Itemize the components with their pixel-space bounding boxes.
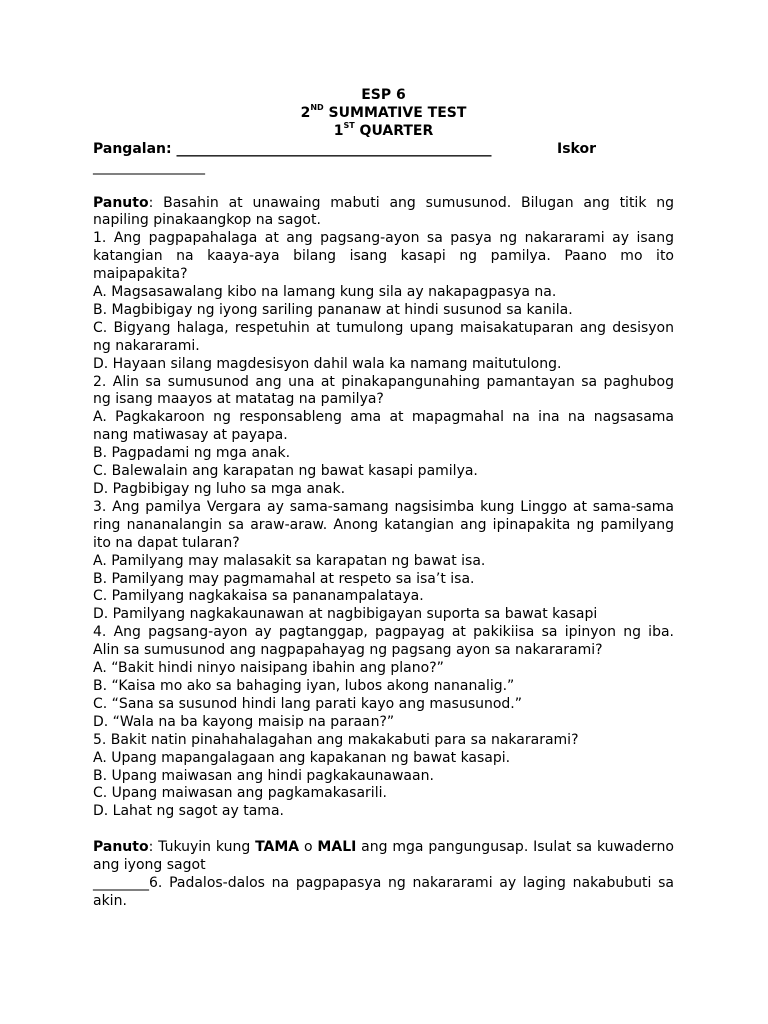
question-item: 4. Ang pagsang-ayon ay pagtanggap, pagpayag at pakikiisa sa ipinyon ng iba. Alin sa sumusunod ang nagpapahayag ng pagsang ayon sa nakararami? <box>93 624 674 659</box>
question-item: 2. Alin sa sumusunod ang una at pinakapangunahing pamantayan sa paghubog ng isang maayos at matatag na pamilya? <box>93 373 674 408</box>
instruction-1-text: : Basahin at unawaing mabuti ang sumusunod. Bilugan ang titik ng napiling pinakaangkop na sagot. <box>93 194 674 229</box>
instruction-2-lead: Panuto <box>93 839 149 856</box>
choice: C. “Sana sa susunod hindi lang parati kayo ang masusunod.” <box>93 695 523 712</box>
choice: D. Pamilyang nagkakaunawan at nagbibigayan suporta sa bawat kasapi <box>93 606 598 623</box>
instruction-2-text-c: ang mga pangungusap. Isulat sa kuwaderno ang iyong sagot <box>93 839 674 874</box>
subject-title: ESP 6 <box>361 87 406 103</box>
instruction-2 <box>93 839 674 875</box>
score-field: ________________ <box>93 158 205 175</box>
name-row <box>93 141 674 159</box>
test-number: 2 <box>300 104 311 121</box>
instruction-1-lead: Panuto <box>93 194 149 211</box>
quarter-ordinal-suffix: ST <box>343 121 355 131</box>
instruction-2-text-b: o <box>299 839 318 856</box>
question-item: 5. Bakit natin pinahahalagahan ang makakabuti para sa nakararami? <box>93 731 579 748</box>
choice: A. Pagkakaroon ng responsableng ama at mapagmahal na ina na nagsasama nang matiwasay at payapa. <box>93 409 674 444</box>
choice: A. “Bakit hindi ninyo naisipang ibahin ang plano?” <box>93 660 444 677</box>
score-label: Iskor <box>557 140 596 157</box>
choice: B. Pamilyang may pagmamahal at respeto sa isa’t isa. <box>93 570 475 587</box>
document-page <box>93 87 674 911</box>
choice: B. Pagpadami ng mga anak. <box>93 445 291 462</box>
question-item: 1. Ang pagpapahalaga at ang pagsang-ayon sa pasya ng nakararami ay isang katangian na kaaya-aya bilang isang kasapi ng pamilya. Paano mo ito maipapakita? <box>93 230 674 283</box>
mali-keyword: MALI <box>317 839 357 856</box>
tama-keyword: TAMA <box>255 839 300 856</box>
name-field: Pangalan: _____________________________________________ <box>93 140 492 157</box>
instruction-1 <box>93 195 674 231</box>
choice: C. Bigyang halaga, respetuhin at tumulong upang maisakatuparan ang desisyon ng nakararami. <box>93 319 674 354</box>
choice: A. Upang mapangalagaan ang kapakanan ng bawat kasapi. <box>93 749 511 766</box>
choice: C. Upang maiwasan ang pagkamakasarili. <box>93 785 387 802</box>
choice: B. “Kaisa mo ako sa bahaging iyan, lubos akong nananalig.” <box>93 677 515 694</box>
choice: B. Magbibigay ng iyong sariling pananaw at hindi susunod sa kanila. <box>93 301 573 318</box>
choice: B. Upang maiwasan ang hindi pagkakaunawaan. <box>93 767 434 784</box>
question-item: 3. Ang pamilya Vergara ay sama-samang nagsisimba kung Linggo at sama-sama ring nananalangin sa araw-araw. Anong katangian ang ipinapakita ng pamilyang ito na dapat tularan? <box>93 498 674 551</box>
choice: C. Balewalain ang karapatan ng bawat kasapi pamilya. <box>93 463 478 480</box>
quarter-number: 1 <box>333 122 344 139</box>
quarter-title <box>93 123 674 141</box>
choice: A. Magsasawalang kibo na lamang kung sila ay nakapagpasya na. <box>93 284 557 301</box>
test-title <box>93 105 674 123</box>
test-title-text: SUMMATIVE TEST <box>323 104 467 121</box>
instruction-2-text-a: : Tukuyin kung <box>148 839 256 856</box>
choice: A. Pamilyang may malasakit sa karapatan ng bawat isa. <box>93 552 486 569</box>
test-ordinal-suffix: ND <box>310 103 324 113</box>
quarter-title-text: QUARTER <box>354 122 434 139</box>
choice: D. Hayaan silang magdesisyon dahil wala ka namang maitutulong. <box>93 355 562 372</box>
choice: D. “Wala na ba kayong maisip na paraan?” <box>93 713 395 730</box>
choice: D. Pagbibigay ng luho sa mga anak. <box>93 481 346 498</box>
choice: D. Lahat ng sagot ay tama. <box>93 803 284 820</box>
choice: C. Pamilyang nagkakaisa sa pananampalataya. <box>93 588 424 605</box>
true-false-item-6: ________6. Padalos-dalos na pagpapasya ng nakararami ay laging nakabubuti sa akin. <box>93 875 674 909</box>
